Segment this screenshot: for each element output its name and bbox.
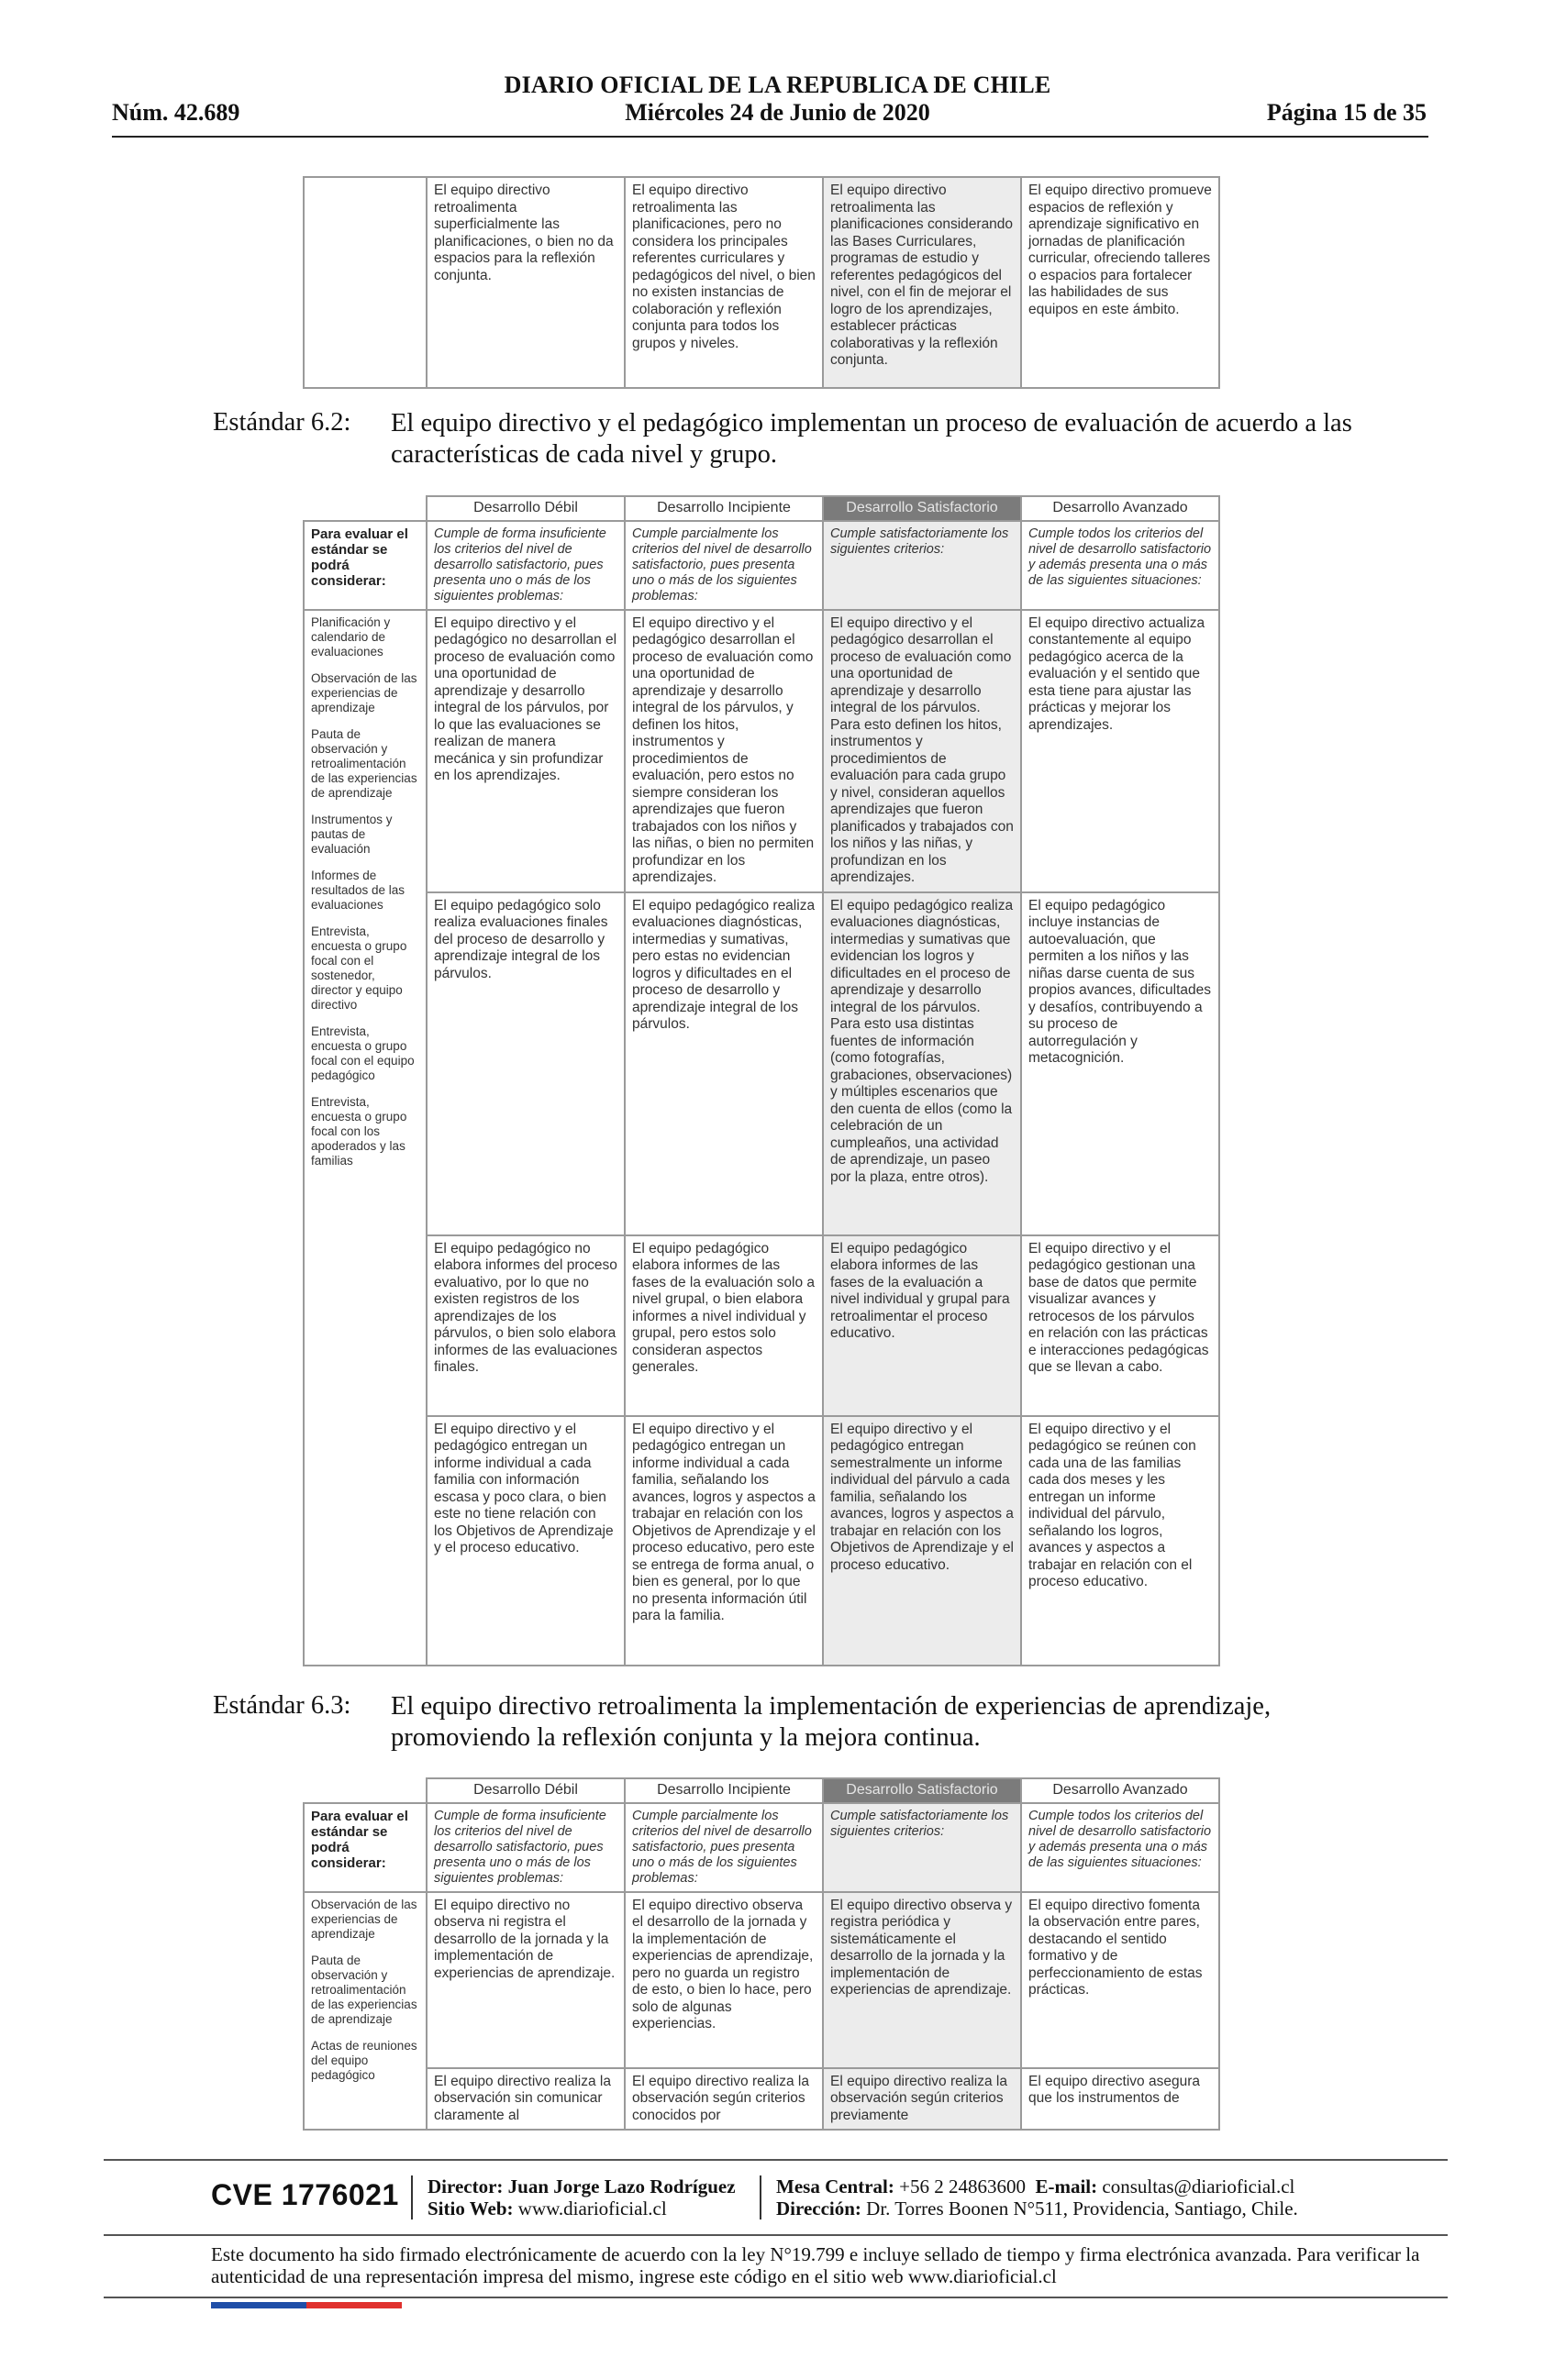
phone-label: Mesa Central: (776, 2175, 894, 2197)
standard-text: El equipo directivo retroalimenta la implementación de experiencias de aprendizaje, promoviendo la reflexión conjunta y la mejora continua. (391, 1692, 1272, 1752)
cell-incipiente: El equipo pedagógico realiza evaluaciones diagnósticas, intermedias y sumativas, pero estas no evidencian logros y dificultades en el proceso de desarrollo y aprendizaje integral de los párvulos. (625, 892, 823, 1235)
cell-satisfactorio: El equipo directivo realiza la observación según criterios previamente (823, 2068, 1021, 2131)
table-row (304, 1892, 1219, 2068)
header-divider (112, 136, 1428, 138)
column-header: Desarrollo Satisfactorio (823, 1778, 1021, 1803)
cell-debil: El equipo directivo realiza la observación sin comunicar claramente al (427, 2068, 625, 2131)
footer-contact-block (776, 2175, 1298, 2219)
table-header-row (304, 496, 1219, 521)
source-item: Entrevista, encuesta o grupo focal con el sostenedor, director y equipo directivo (311, 924, 407, 1012)
cell-satisfactorio: El equipo directivo y el pedagógico entregan semestralmente un informe individual del párvulo a cada familia, señalando los avances, logros y aspectos a trabajar en relación con los Objetivos de Aprendizaje y el proceso educativo. (823, 1416, 1021, 1666)
footer-separator (760, 2175, 761, 2219)
criteria-cell: Cumple parcialmente los criterios del nivel de desarrollo satisfactorio, pues presenta uno o más de los siguientes problemas: (625, 521, 823, 610)
standard-table-6-2 (303, 495, 1220, 1666)
column-header: Desarrollo Débil (427, 496, 625, 521)
cell-avanzado: El equipo directivo asegura que los instrumentos de (1021, 2068, 1219, 2131)
page-indicator: Página 15 de 35 (1266, 99, 1427, 126)
cell-debil: El equipo pedagógico no elabora informes del proceso evaluativo, por lo que no existen registros de los aprendizajes de los párvulos, o bien solo elabora informes de las evaluaciones finales. (427, 1235, 625, 1416)
phone-number: +56 2 24863600 (899, 2175, 1026, 2197)
cell-incipiente: El equipo pedagógico elabora informes de las fases de la evaluación solo a nivel grupal, o bien elabora informes a nivel individual y grupal, pero estos solo consideran aspectos generales. (625, 1235, 823, 1416)
cell-debil: El equipo directivo no observa ni registra el desarrollo de la jornada y la implementación de experiencias de aprendizaje. (427, 1892, 625, 2068)
criteria-cell: Cumple todos los criterios del nivel de desarrollo satisfactorio y además presenta una o más de las siguientes situaciones: (1021, 1803, 1219, 1892)
column-header: Desarrollo Avanzado (1021, 1778, 1219, 1803)
column-header: Desarrollo Avanzado (1021, 496, 1219, 521)
footer-director-block (428, 2175, 736, 2219)
column-header: Desarrollo Incipiente (625, 496, 823, 521)
table-row (304, 177, 1219, 388)
email-link[interactable]: consultas@diarioficial.cl (1102, 2175, 1295, 2197)
footer-divider (104, 2234, 1448, 2236)
cell-satisfactorio: El equipo pedagógico realiza evaluaciones diagnósticas, intermedias y sumativas que evidencian los logros y dificultades en el proceso de aprendizaje y desarrollo integral de los párvulos. Para esto usa distintas fuentes de información (como fotografías, grabaciones, observaciones) y múltiples escenarios que den cuenta de ellos (como la celebración de un cumpleaños, una actividad de aprendizaje, un paseo por la plaza, entre otros). (823, 892, 1021, 1235)
table-row (304, 1416, 1219, 1666)
table-continuation (303, 176, 1220, 389)
cell-incipiente: El equipo directivo y el pedagógico desarrollan el proceso de evaluación como una oportunidad de aprendizaje y desarrollo integral de los párvulos, y definen los hitos, instrumentos y procedimientos de evaluación, pero estos no siempre consideran los aprendizajes que fueron trabajados con los niños y las niñas, o bien no permiten profundizar en los aprendizajes. (625, 610, 823, 892)
legal-notice: Este documento ha sido firmado electrónicamente de acuerdo con la ley N°19.799 e incluye sellado de tiempo y firma electrónica avanzada. Para verificar la autenticidad de una representación impresa del mismo, ingrese este código en el sitio web www.diarioficial.cl (211, 2243, 1420, 2287)
website-link[interactable]: www.diarioficial.cl (517, 2197, 667, 2219)
criteria-row (304, 521, 1219, 610)
source-item: Entrevista, encuesta o grupo focal con los apoderados y las familias (311, 1094, 407, 1168)
source-item: Actas de reuniones del equipo pedagógico (311, 2038, 417, 2082)
newspaper-title: DIARIO OFICIAL DE LA REPUBLICA DE CHILE (504, 72, 1051, 98)
criteria-cell: Cumple todos los criterios del nivel de desarrollo satisfactorio y además presenta una o más de las siguientes situaciones: (1021, 521, 1219, 610)
standard-label: Estándar 6.2: (213, 408, 351, 437)
column-header: Desarrollo Débil (427, 1778, 625, 1803)
email-label: E-mail: (1035, 2175, 1098, 2197)
director-label: Director: (428, 2175, 504, 2197)
criteria-cell: Cumple de forma insuficiente los criterios del nivel de desarrollo satisfactorio, pues presenta uno o más de los siguientes problemas: (427, 521, 625, 610)
cell-satisfactorio: El equipo directivo retroalimenta las planificaciones considerando las Bases Curriculares, programas de estudio y referentes pedagógicos del nivel, con el fin de mejorar el logro de los aprendizajes, establecer prácticas colaborativas y la reflexión conjunta. (823, 177, 1021, 388)
cell-avanzado: El equipo directivo fomenta la observación entre pares, destacando el sentido formativo y de perfeccionamiento de estas prácticas. (1021, 1892, 1219, 2068)
website-label: Sitio Web: (428, 2197, 514, 2219)
cell-debil: El equipo directivo y el pedagógico no desarrollan el proceso de evaluación como una oportunidad de aprendizaje y desarrollo integral de los párvulos, por lo que las evaluaciones se realizan de manera mecánica y sin profundizar en los aprendizajes. (427, 610, 625, 892)
table-row (304, 892, 1219, 1235)
cell-avanzado: El equipo directivo y el pedagógico se reúnen con cada una de las familias cada dos meses y les entregan un informe individual del párvulo, señalando los logros, avances y aspectos a trabajar en relación con el proceso educativo. (1021, 1416, 1219, 1666)
issue-date: Miércoles 24 de Junio de 2020 (625, 99, 930, 126)
source-item: Entrevista, encuesta o grupo focal con el equipo pedagógico (311, 1024, 415, 1082)
cell-incipiente: El equipo directivo y el pedagógico entregan un informe individual a cada familia, señalando los avances, logros y aspectos a trabajar en relación con los Objetivos de Aprendizaje y el proceso educativo, pero este se entrega de forma anual, o bien es general, por lo que no presenta información útil para la familia. (625, 1416, 823, 1666)
cell-avanzado: El equipo directivo actualiza constantemente al equipo pedagógico acerca de la evaluación y el sentido que esta tiene para ajustar las prácticas y mejorar los aprendizajes. (1021, 610, 1219, 892)
cell-avanzado: El equipo pedagógico incluye instancias de autoevaluación, que permiten a los niños y las niñas darse cuenta de sus propios avances, dificultades y desafíos, contribuyendo a su proceso de autorregulación y metacognición. (1021, 892, 1219, 1235)
source-item: Informes de resultados de las evaluaciones (311, 868, 405, 912)
header-blank (304, 1778, 427, 1803)
cell-satisfactorio: El equipo directivo y el pedagógico desarrollan el proceso de evaluación como una oportunidad de aprendizaje y desarrollo integral de los párvulos. Para esto definen los hitos, instrumentos y procedimientos de evaluación para cada grupo y nivel, consideran aquellos aprendizajes que fueron planificados y trabajados con los niños y las niñas, y profundizan en los aprendizajes. (823, 610, 1021, 892)
table-row (304, 1235, 1219, 1416)
evaluation-sources-list (304, 1892, 427, 2131)
bottom-divider (104, 2297, 1448, 2298)
criteria-row (304, 1803, 1219, 1892)
footer-separator (411, 2175, 413, 2219)
cell-avanzado: El equipo directivo promueve espacios de reflexión y aprendizaje significativo en jornadas de planificación curricular, ofreciendo talleres o espacios para fortalecer las habilidades de sus equipos en este ámbito. (1021, 177, 1219, 388)
column-header: Desarrollo Satisfactorio (823, 496, 1021, 521)
criteria-cell: Cumple parcialmente los criterios del nivel de desarrollo satisfactorio, pues presenta uno o más de los siguientes problemas: (625, 1803, 823, 1892)
address-label: Dirección: (776, 2197, 861, 2219)
cell-incipiente: El equipo directivo realiza la observación según criterios conocidos por (625, 2068, 823, 2131)
cell-avanzado: El equipo directivo y el pedagógico gestionan una base de datos que permite visualizar avances y retrocesos de los párvulos en relación con las prácticas e interacciones pedagógicas que se llevan a cabo. (1021, 1235, 1219, 1416)
criteria-cell: Cumple satisfactoriamente los siguientes criterios: (823, 1803, 1021, 1892)
criteria-cell: Cumple de forma insuficiente los criterios del nivel de desarrollo satisfactorio, pues presenta uno o más de los siguientes problemas: (427, 1803, 625, 1892)
table-header-row (304, 1778, 1219, 1803)
evaluation-sources-list (304, 610, 427, 1666)
flag-stripe-blue (211, 2302, 306, 2308)
header-blank (304, 496, 427, 521)
column-header: Desarrollo Incipiente (625, 1778, 823, 1803)
cell-satisfactorio: El equipo directivo observa y registra periódica y sistemáticamente el desarrollo de la jornada y la implementación de experiencias de aprendizaje. (823, 1892, 1021, 2068)
flag-stripe-red (306, 2302, 402, 2308)
side-cell (304, 177, 427, 388)
address-text: Dr. Torres Boonen N°511, Providencia, Santiago, Chile. (866, 2197, 1298, 2219)
source-item: Pauta de observación y retroalimentación de las experiencias de aprendizaje (311, 1953, 417, 2026)
footer-divider (104, 2159, 1448, 2161)
cell-incipiente: El equipo directivo retroalimenta las planificaciones, pero no considera los principales referentes curriculares y pedagógicos del nivel, o bien no existen instancias de colaboración y reflexión conjunta para todos los grupos y niveles. (625, 177, 823, 388)
cell-debil: El equipo directivo retroalimenta superficialmente las planificaciones, o bien no da espacios para la reflexión conjunta. (427, 177, 625, 388)
source-item: Planificación y calendario de evaluaciones (311, 614, 391, 659)
cve-code: CVE 1776021 (211, 2178, 399, 2211)
cell-satisfactorio: El equipo pedagógico elabora informes de las fases de la evaluación a nivel individual y grupal para retroalimentar el proceso educativo. (823, 1235, 1021, 1416)
standard-label: Estándar 6.3: (213, 1691, 351, 1720)
cell-debil: El equipo directivo y el pedagógico entregan un informe individual a cada familia con información escasa y poco clara, o bien este no tiene relación con los Objetivos de Aprendizaje y el proceso educativo. (427, 1416, 625, 1666)
standard-table-6-3 (303, 1777, 1220, 2131)
source-item: Observación de las experiencias de aprendizaje (311, 1897, 417, 1941)
evaluation-sources-header: Para evaluar el estándar se podrá considerar: (304, 1803, 427, 1892)
director-name: Juan Jorge Lazo Rodríguez (507, 2175, 736, 2197)
table-row (304, 2068, 1219, 2131)
source-item: Instrumentos y pautas de evaluación (311, 812, 393, 856)
table-row (304, 610, 1219, 892)
evaluation-sources-header: Para evaluar el estándar se podrá considerar: (304, 521, 427, 610)
standard-text: El equipo directivo y el pedagógico implementan un proceso de evaluación de acuerdo a las características de cada nivel y grupo. (391, 409, 1352, 469)
cell-incipiente: El equipo directivo observa el desarrollo de la jornada y la implementación de experiencias de aprendizaje, pero no guarda un registro de esto, o bien lo hace, pero solo de algunas experiencias. (625, 1892, 823, 2068)
source-item: Pauta de observación y retroalimentación de las experiencias de aprendizaje (311, 726, 417, 800)
criteria-cell: Cumple satisfactoriamente los siguientes criterios: (823, 521, 1021, 610)
source-item: Observación de las experiencias de aprendizaje (311, 670, 417, 714)
cell-debil: El equipo pedagógico solo realiza evaluaciones finales del proceso de desarrollo y aprendizaje integral de los párvulos. (427, 892, 625, 1235)
issue-number: Núm. 42.689 (112, 99, 240, 126)
